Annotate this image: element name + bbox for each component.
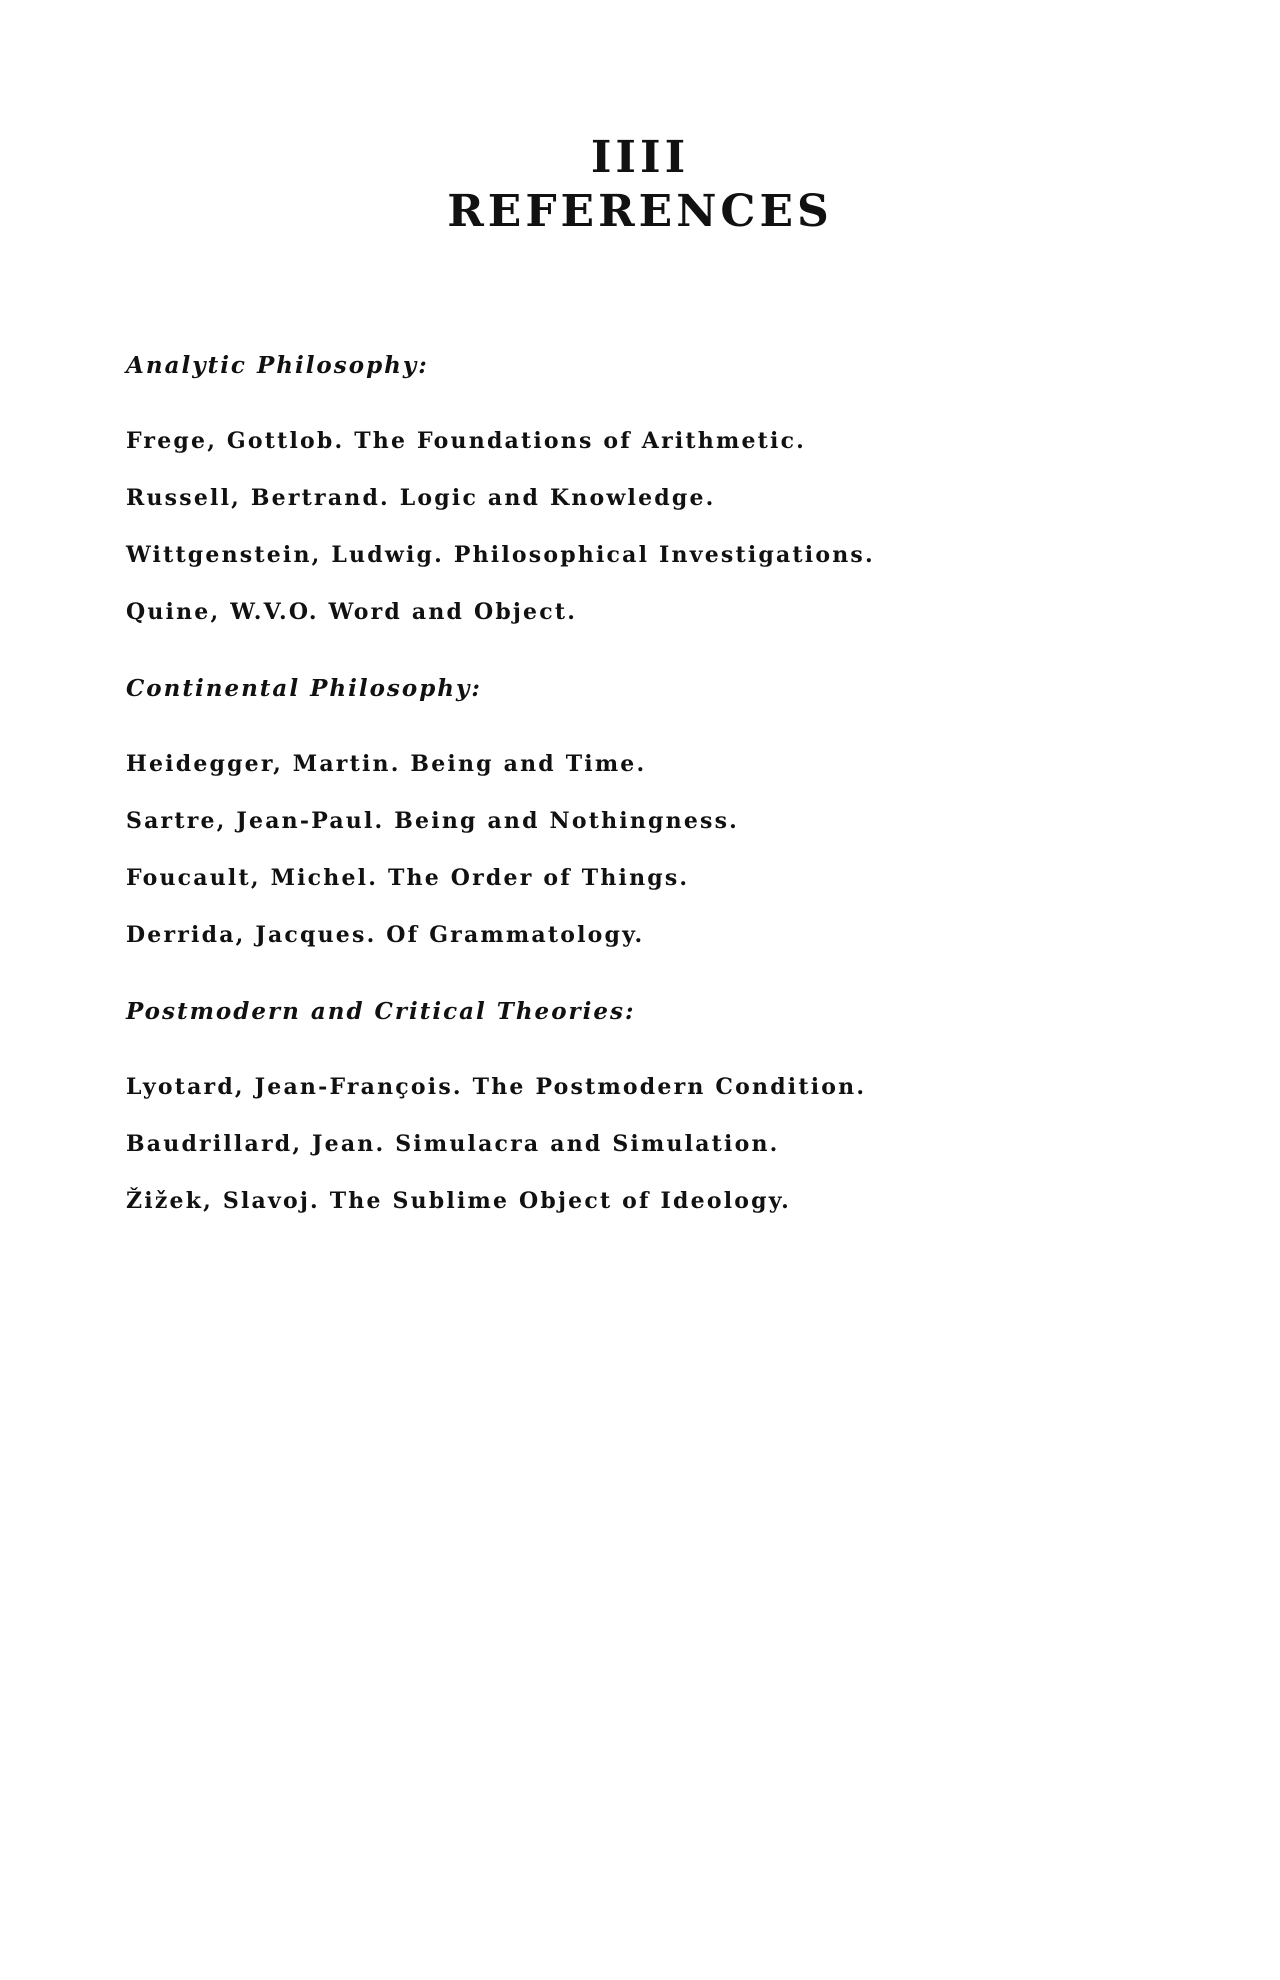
reference-item: Wittgenstein, Ludwig. Philosophical Investigations. — [126, 542, 875, 568]
reference-item: Derrida, Jacques. Of Grammatology. — [126, 922, 645, 948]
section-heading-continental: Continental Philosophy: — [126, 675, 482, 702]
reference-item: Sartre, Jean-Paul. Being and Nothingness. — [126, 808, 740, 834]
reference-item: Lyotard, Jean-François. The Postmodern Condition. — [126, 1074, 867, 1100]
reference-item: Heidegger, Martin. Being and Time. — [126, 751, 647, 777]
chapter-title: REFERENCES — [447, 186, 833, 237]
section-heading-analytic: Analytic Philosophy: — [126, 352, 429, 379]
reference-item: Foucault, Michel. The Order of Things. — [126, 865, 690, 891]
reference-item: Žižek, Slavoj. The Sublime Object of Ideology. — [126, 1188, 792, 1214]
reference-list-postmodern — [126, 1072, 866, 1243]
reference-item: Russell, Bertrand. Logic and Knowledge. — [126, 485, 716, 511]
reference-item: Frege, Gottlob. The Foundations of Arithmetic. — [126, 428, 807, 454]
chapter-numeral: IIII — [590, 132, 690, 183]
section-heading-postmodern: Postmodern and Critical Theories: — [126, 998, 636, 1025]
reference-list-continental — [126, 749, 739, 977]
reference-item: Baudrillard, Jean. Simulacra and Simulation. — [126, 1131, 780, 1157]
reference-list-analytic — [126, 426, 875, 654]
reference-item: Quine, W.V.O. Word and Object. — [126, 599, 578, 625]
